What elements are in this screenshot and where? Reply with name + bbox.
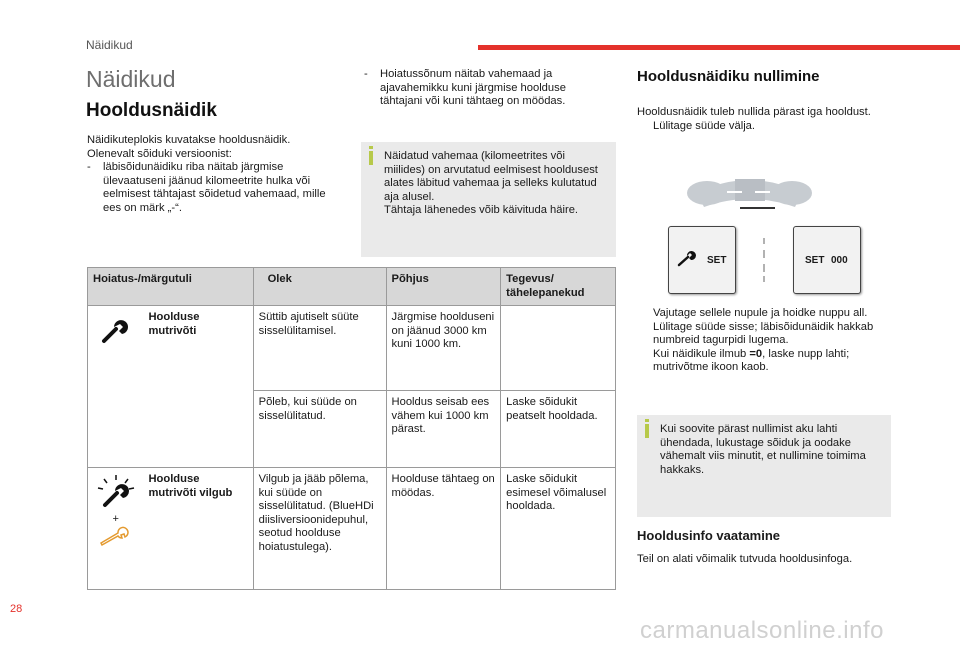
set-button-illustration xyxy=(668,226,736,294)
wrench-icon xyxy=(101,318,131,344)
set-counter-illustration xyxy=(793,226,861,294)
table-cell: Laske sõidukit peatselt hooldada. xyxy=(501,391,616,468)
table-cell: Vilgub ja jääb põlema, kui süüde on sisselülitatud. (BlueHDi diisliversioonidepuhul, seotud hoolduse hoiatustulega). xyxy=(253,468,386,590)
info-text: Näidatud vahemaa (kilomeetrites või miilides) on arvutatud eelmisest hooldusest alates läbitud vahemaa ja selleks kulutatud aja alusel. xyxy=(384,150,598,203)
step-text-value: =0 xyxy=(749,347,763,360)
service-info-text: Teil on alati võimalik tutvuda hooldusinfoga. xyxy=(637,553,853,565)
column-header: Põhjus xyxy=(386,268,501,306)
info-box xyxy=(361,142,616,257)
step-item xyxy=(637,348,897,375)
table-cell xyxy=(88,306,144,468)
info-text: Tähtaja lähenedes võib käivituda häire. xyxy=(384,204,579,217)
wrench-icon xyxy=(677,249,697,267)
counter-value: 000 xyxy=(831,255,848,266)
table-cell: Hoolduse mutrivõti vilgub xyxy=(143,468,253,590)
table-cell: Hoolduse tähtaeg on möödas. xyxy=(386,468,501,590)
column-header: Olek xyxy=(253,268,386,306)
info-icon xyxy=(369,151,373,165)
intro-line-2: Olenevalt sõiduki versioonist: xyxy=(87,147,232,160)
indicator-table xyxy=(87,267,616,590)
reset-section-title: Hooldusnäidiku nullimine xyxy=(637,68,820,85)
page-title: Näidikud xyxy=(86,66,176,92)
table-cell: Hoolduse mutrivõti xyxy=(143,306,253,468)
bullet-item xyxy=(364,68,600,109)
table-cell: Süttib ajutiselt süüte sisselülitamisel. xyxy=(253,306,386,391)
dash-marker: - xyxy=(364,68,368,80)
step-text: Lülitage süüde sisse; läbisõidunäidik hakkab numbreid tagurpidi lugema. xyxy=(653,320,874,347)
section-title: Hooldusnäidik xyxy=(86,100,217,121)
page-number: 28 xyxy=(10,603,23,615)
info-box xyxy=(637,415,891,517)
set-label: SET xyxy=(707,255,727,266)
watermark: carmanualsonline.info xyxy=(640,617,884,644)
column-header: Hoiatus-/märgutuli xyxy=(88,268,254,306)
table-row xyxy=(88,468,616,590)
service-warning-wrench-icon xyxy=(98,525,134,547)
plus-sign: + xyxy=(112,512,119,525)
column-header: Tegevus/ tähelepanekud xyxy=(501,268,616,306)
table-cell: Laske sõidukit esimesel võimalusel hooldada. xyxy=(501,468,616,590)
table-cell xyxy=(88,468,144,590)
bullet-item xyxy=(87,161,327,215)
bullet-text: Hoiatussõnum näitab vahemaad ja ajavahemikku kuni järgmise hoolduse tähtajani või kuni tähtaeg on möödas. xyxy=(380,68,566,108)
step-text-end: , laske nupp lahti; mutrivõtme ikoon kaob. xyxy=(653,347,850,374)
info-text: Kui soovite pärast nullimist aku lahti ühendada, lukustage sõiduk ja oodake vähemalt viis minutit, et nullimine toimima hakkaks. xyxy=(660,423,866,476)
table-cell: Hooldus seisab ees vähem kui 1000 km pärast. xyxy=(386,391,501,468)
dash-marker: - xyxy=(87,161,91,174)
reset-steps xyxy=(637,307,897,375)
reset-intro xyxy=(637,106,907,133)
step-text: Vajutage sellele nupule ja hoidke nuppu all. xyxy=(653,307,868,319)
blinking-wrench-icon xyxy=(96,474,136,508)
table-cell: Põleb, kui süüde on sisselülitatud. xyxy=(253,391,386,468)
instrument-cluster-illustration xyxy=(637,171,862,229)
table-cell xyxy=(501,306,616,391)
table-header-row xyxy=(88,268,616,306)
header-accent-bar xyxy=(478,45,960,50)
table-cell: Järgmise hoolduseni on jäänud 3000 km kuni 1000 km. xyxy=(386,306,501,391)
intro-text xyxy=(87,134,327,216)
set-label: SET xyxy=(805,255,825,266)
section-header: Näidikud xyxy=(86,38,133,52)
bullet-text: läbisõidunäidiku riba näitab järgmise ülevaatuseni jäänud kilomeetrite hulka või eelmisest tähtajast sõidetud vahemaad, mille ees on märk „-“. xyxy=(103,161,326,214)
service-info-title: Hooldusinfo vaatamine xyxy=(637,528,781,543)
step-item xyxy=(637,120,907,134)
step-item xyxy=(637,321,897,348)
intro-line-1: Näidikuteplokis kuvatakse hooldusnäidik. xyxy=(87,134,291,146)
step-item xyxy=(637,307,897,321)
info-icon xyxy=(645,424,649,438)
table-row xyxy=(88,306,616,391)
reset-intro-text: Hooldusnäidik tuleb nullida pärast iga hooldust. xyxy=(637,106,871,118)
step-text: Lülitage süüde välja. xyxy=(653,119,756,132)
step-text-start: Kui näidikule ilmub xyxy=(653,347,750,360)
divider-dashes xyxy=(758,236,770,284)
